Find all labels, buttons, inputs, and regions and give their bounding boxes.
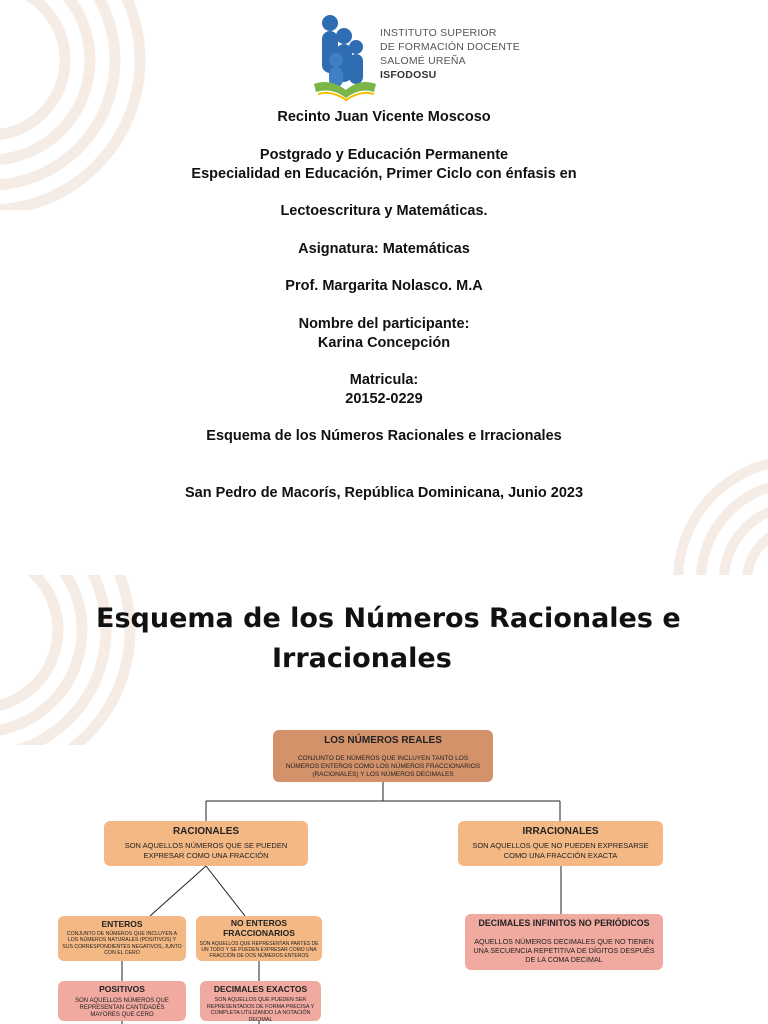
node-title: LOS NÚMEROS REALES — [324, 735, 442, 746]
node-title: IRRACIONALES — [522, 826, 599, 837]
node-decimales-infinitos-no-periodicos — [465, 914, 663, 970]
node-description: SON AQUELLOS QUE NO PUEDEN EXPRESARSE COMO UNA FRACCIÓN EXACTA — [472, 841, 649, 860]
logo-figures-icon — [312, 14, 380, 102]
node-description: SON AQUELLOS NÚMEROS QUE REPRESENTAN CANTIDADES MAYORES QUE CERO — [75, 998, 169, 1019]
place-date: San Pedro de Macorís, República Dominicana, Junio 2023 — [184, 485, 584, 501]
node-title: RACIONALES — [172, 826, 240, 837]
specialty-continuation: Lectoescritura y Matemáticas. — [280, 203, 488, 219]
node-description: SON AQUELLOS QUE PUEDEN SER REPRESENTADOS DE FORMA PRECISA Y COMPLETA UTILIZANDO LA NOTACIÓN DECIMAL — [206, 997, 315, 1021]
diagram-page — [0, 575, 768, 1024]
participant-name: Karina Concepción — [317, 335, 451, 351]
node-decimales-exactos — [200, 981, 321, 1021]
node-description: CONJUNTO DE NÚMEROS QUE INCLUYEN A LOS NÚMEROS NATURALES (POSITIVOS) Y SUS CORRESPONDIENTES NEGATIVOS, JUNTO CON EL CERO — [62, 931, 182, 957]
logo-acronym: ISFODOSU — [380, 69, 437, 81]
node-description: AQUELLOS NÚMEROS DECIMALES QUE NO TIENEN UNA SECUENCIA REPETITIVA DE DÍGITOS DESPUÉS DE LA COMA DECIMAL — [473, 937, 655, 964]
work-title: Esquema de los Números Racionales e Irracionales — [206, 428, 562, 444]
specialty-line: Especialidad en Educación, Primer Ciclo con énfasis en — [191, 166, 577, 182]
node-enteros — [58, 916, 186, 961]
professor-line: Prof. Margarita Nolasco. M.A — [285, 278, 483, 294]
node-description: CONJUNTO DE NÚMEROS QUE INCLUYEN TANTO LOS NÚMEROS ENTEROS COMO LOS NÚMEROS FRACCIONARIOS (RACIONALES) Y LOS NÚMEROS DECIMALES — [285, 755, 481, 778]
node-racionales — [104, 821, 308, 866]
logo-line-3: SALOMÉ UREÑA — [380, 55, 466, 67]
node-positivos — [58, 981, 186, 1021]
decorative-arcs-right — [668, 455, 768, 575]
logo-line-1: INSTITUTO SUPERIOR — [380, 27, 497, 39]
node-title: DECIMALES INFINITOS NO PERIÓDICOS — [478, 918, 650, 928]
node-title: DECIMALES EXACTOS — [213, 984, 308, 994]
decorative-arcs-left — [0, 575, 150, 745]
id-value: 20152-0229 — [345, 391, 423, 407]
diagram-title-line-2: Irracionales — [272, 643, 452, 674]
node-description: SON AQUELLOS QUE REPRESENTAN PARTES DE UN TODO Y SE PUEDEN EXPRESAR COMO UNA FRACCIÓN DE DOS NÚMEROS ENTEROS — [199, 941, 319, 959]
participant-label: Nombre del participante: — [298, 316, 470, 332]
node-irracionales — [458, 821, 663, 866]
node-description: SON AQUELLOS NÚMEROS QUE SE PUEDEN EXPRESAR COMO UNA FRACCIÓN — [124, 841, 288, 860]
node-numeros-reales — [273, 730, 493, 782]
logo-line-2: DE FORMACIÓN DOCENTE — [380, 41, 520, 53]
diagram-title-line-1: Esquema de los Números Racionales e — [96, 603, 681, 634]
node-no-enteros-fraccionarios — [196, 916, 322, 961]
subject-line: Asignatura: Matemáticas — [298, 241, 470, 257]
node-title: NO ENTEROS FRACCIONARIOS — [223, 918, 295, 938]
id-label: Matricula: — [349, 372, 419, 388]
campus-name: Recinto Juan Vicente Moscoso — [277, 109, 491, 125]
logo-text — [380, 26, 520, 82]
node-title: POSITIVOS — [99, 984, 145, 994]
program-name: Postgrado y Educación Permanente — [259, 147, 509, 163]
node-title: ENTEROS — [101, 919, 143, 929]
